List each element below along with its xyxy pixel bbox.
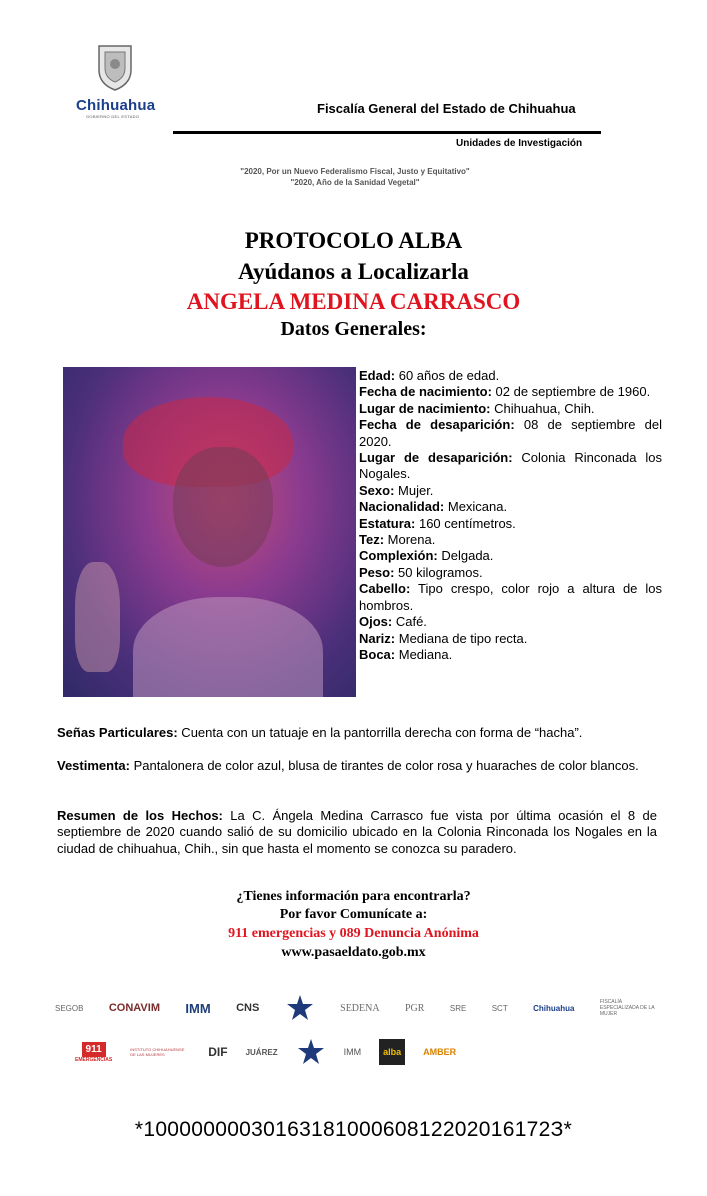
protocol-title: PROTOCOLO ALBA: [244, 228, 463, 253]
facts-summary: Resumen de los Hechos: La C. Ángela Medina Carrasco fue vista por última ocasión el 8 de septiembre de 2020 cuando salió de su domicilio ubicado en la Colonia Rinconada los Nogales en la ciudad de chihuahua, Chih., sin que hasta el momento se conozca su paradero.: [57, 808, 657, 856]
detail-item: Lugar de desaparición: Colonia Rinconada los Nogales.: [359, 450, 662, 482]
conavim-logo: CONAVIM: [108, 1002, 160, 1014]
missing-person-name: ANGELA MEDINA CARRASCO: [186, 289, 521, 314]
clothing: Vestimenta: Pantalonera de color azul, blusa de tirantes de color rosa y huaraches de color blancos.: [57, 758, 639, 773]
header-divider: [173, 131, 601, 134]
detail-item: Estatura: 160 centímetros.: [359, 515, 516, 531]
detail-item: Fecha de desaparición: 08 de septiembre del 2020.: [359, 417, 662, 449]
motto-line-1: "2020, Por un Nuevo Federalismo Fiscal, Justo y Equitativo": [240, 167, 470, 176]
detail-item: Edad: 60 años de edad.: [359, 368, 500, 383]
sre-logo: SRE: [449, 1003, 467, 1013]
police-star-icon-2: [296, 1037, 326, 1067]
case-barcode: *1000000003016318100060812202016172З*: [134, 1118, 573, 1141]
pgr-logo: PGR: [405, 1002, 425, 1014]
help-title: Ayúdanos a Localizarla: [238, 259, 469, 284]
detail-item: Lugar de nacimiento: Chihuahua, Chih.: [359, 400, 595, 416]
photo-face: [173, 447, 273, 567]
emergency-911-logo: 911 EMERGENCIAS: [75, 1043, 113, 1063]
cns-logo: CNS: [236, 1002, 260, 1014]
ichmujeres-logo: INSTITUTO CHIHUAHUENSE DE LAS MUJERES: [130, 1047, 185, 1057]
state-logo-text: Chihuahua: [76, 97, 156, 114]
segob-logo: SEGOB: [55, 1003, 84, 1013]
juarez-logo: JUÁREZ: [245, 1047, 278, 1057]
dif-logo: DIF: [208, 1045, 228, 1059]
header-motto: [180, 166, 530, 188]
detail-item: Fecha de nacimiento: 02 de septiembre de 1960.: [359, 384, 651, 400]
missing-person-photo: [63, 367, 356, 697]
contact-request: Por favor Comunícate a:: [279, 907, 428, 922]
imm-logo-2: IMM: [343, 1047, 362, 1057]
state-logo-subtext: GOBIERNO DEL ESTADO: [86, 114, 140, 119]
sedena-logo: SEDENA: [340, 1002, 380, 1014]
section-title: Datos Generales:: [280, 318, 427, 340]
partner-logos-row-2: [75, 1032, 635, 1072]
detail-item: Boca: Mediana.: [359, 646, 453, 662]
detail-item: Sexo: Mujer.: [359, 482, 434, 498]
photo-body: [133, 597, 323, 697]
emergency-numbers: 911 emergencias y 089 Denuncia Anónima: [228, 926, 479, 941]
distinguishing-marks: Señas Particulares: Cuenta con un tatuaje en la pantorrilla derecha con forma de “hacha”.: [57, 725, 583, 740]
detail-item: Complexión: Delgada.: [359, 548, 494, 564]
detail-item: Tez: Morena.: [359, 532, 436, 548]
detail-item: Peso: 50 kilogramos.: [359, 564, 483, 580]
sct-logo: SCT: [491, 1003, 508, 1013]
unit-name: Unidades de Investigación: [456, 138, 583, 149]
agency-name: Fiscalía General del Estado de Chihuahua: [317, 101, 576, 116]
detail-item: Cabello: Tipo crespo, color rojo a altura de los hombros.: [359, 581, 662, 613]
detail-item: Nariz: Mediana de tipo recta.: [359, 630, 528, 646]
chihuahua-logo: Chihuahua: [533, 1003, 575, 1013]
photo-hand: [75, 562, 120, 672]
motto-line-2: "2020, Año de la Sanidad Vegetal": [290, 178, 420, 187]
detail-item: Nacionalidad: Mexicana.: [359, 499, 508, 515]
alba-logo: alba: [379, 1039, 405, 1065]
partner-logos-row-1: [55, 988, 655, 1028]
chihuahua-shield-icon: [95, 42, 135, 92]
fiscalia-mujer-logo: FISCALÍA ESPECIALIZADA DE LA MUJER: [599, 999, 655, 1017]
website-link[interactable]: www.pasaeldato.gob.mx: [281, 945, 426, 960]
detail-item: Ojos: Café.: [359, 614, 427, 630]
police-star-icon: [285, 993, 315, 1023]
imm-logo: IMM: [185, 1000, 211, 1016]
general-data-list: [359, 368, 662, 663]
contact-question: ¿Tienes información para encontrarla?: [236, 889, 471, 904]
amber-alert-logo: AMBER: [423, 1047, 457, 1057]
